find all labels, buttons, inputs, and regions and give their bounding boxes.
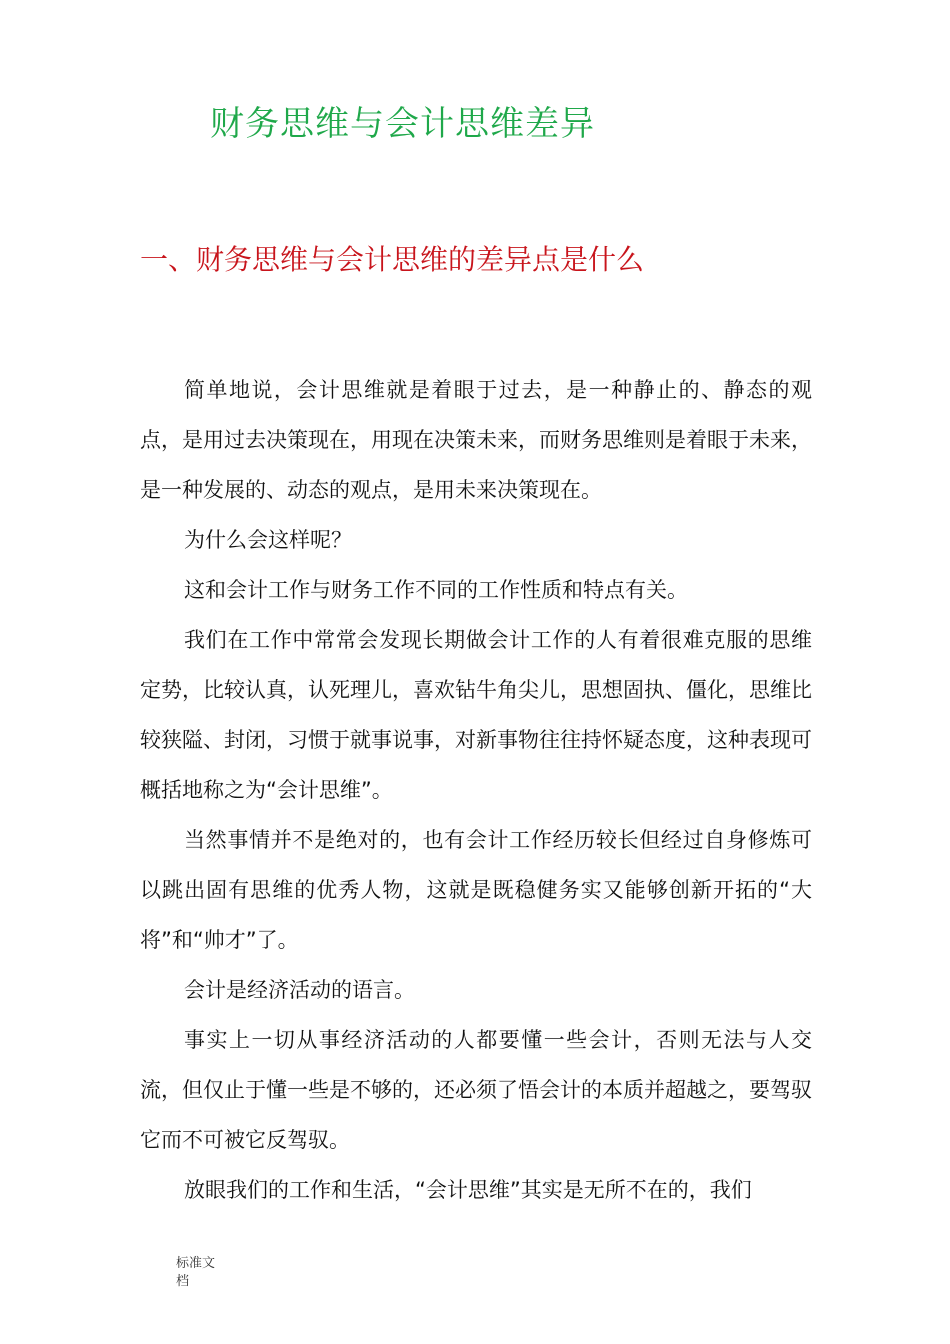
- page-footer: 标准文档: [176, 1256, 216, 1289]
- paragraph: 我们在工作中常常会发现长期做会计工作的人有着很难克服的思维定势，比较认真，认死理儿，喜欢钻牛角尖儿，思想固执、僵化，思维比较狭隘、封闭，习惯于就事说事，对新事物往往持怀疑态度，这种表现可概括地称之为“会计思维”。: [140, 628, 812, 802]
- document-title: 财务思维与会计思维差异: [210, 104, 595, 144]
- paragraph: 放眼我们的工作和生活，“会计思维”其实是无所不在的，我们: [184, 1178, 752, 1202]
- paragraph: 当然事情并不是绝对的，也有会计工作经历较长但经过自身修炼可以跳出固有思维的优秀人物，这就是既稳健务实又能够创新开拓的“大将”和“帅才”了。: [140, 828, 812, 952]
- paragraph: 事实上一切从事经济活动的人都要懂一些会计，否则无法与人交流，但仅止于懂一些是不够的，还必须了悟会计的本质并超越之，要驾驭它而不可被它反驾驭。: [140, 1028, 812, 1152]
- paragraph: 为什么会这样呢？: [184, 528, 352, 552]
- section-heading: 一、财务思维与会计思维的差异点是什么: [140, 243, 645, 276]
- paragraph: 简单地说，会计思维就是着眼于过去，是一种静止的、静态的观点，是用过去决策现在，用现在决策未来，而财务思维则是着眼于未来，是一种发展的、动态的观点，是用未来决策现在。: [140, 378, 812, 502]
- paragraph: 这和会计工作与财务工作不同的工作性质和特点有关。: [184, 578, 688, 602]
- paragraph: 会计是经济活动的语言。: [184, 978, 415, 1002]
- body-text: [140, 365, 812, 1215]
